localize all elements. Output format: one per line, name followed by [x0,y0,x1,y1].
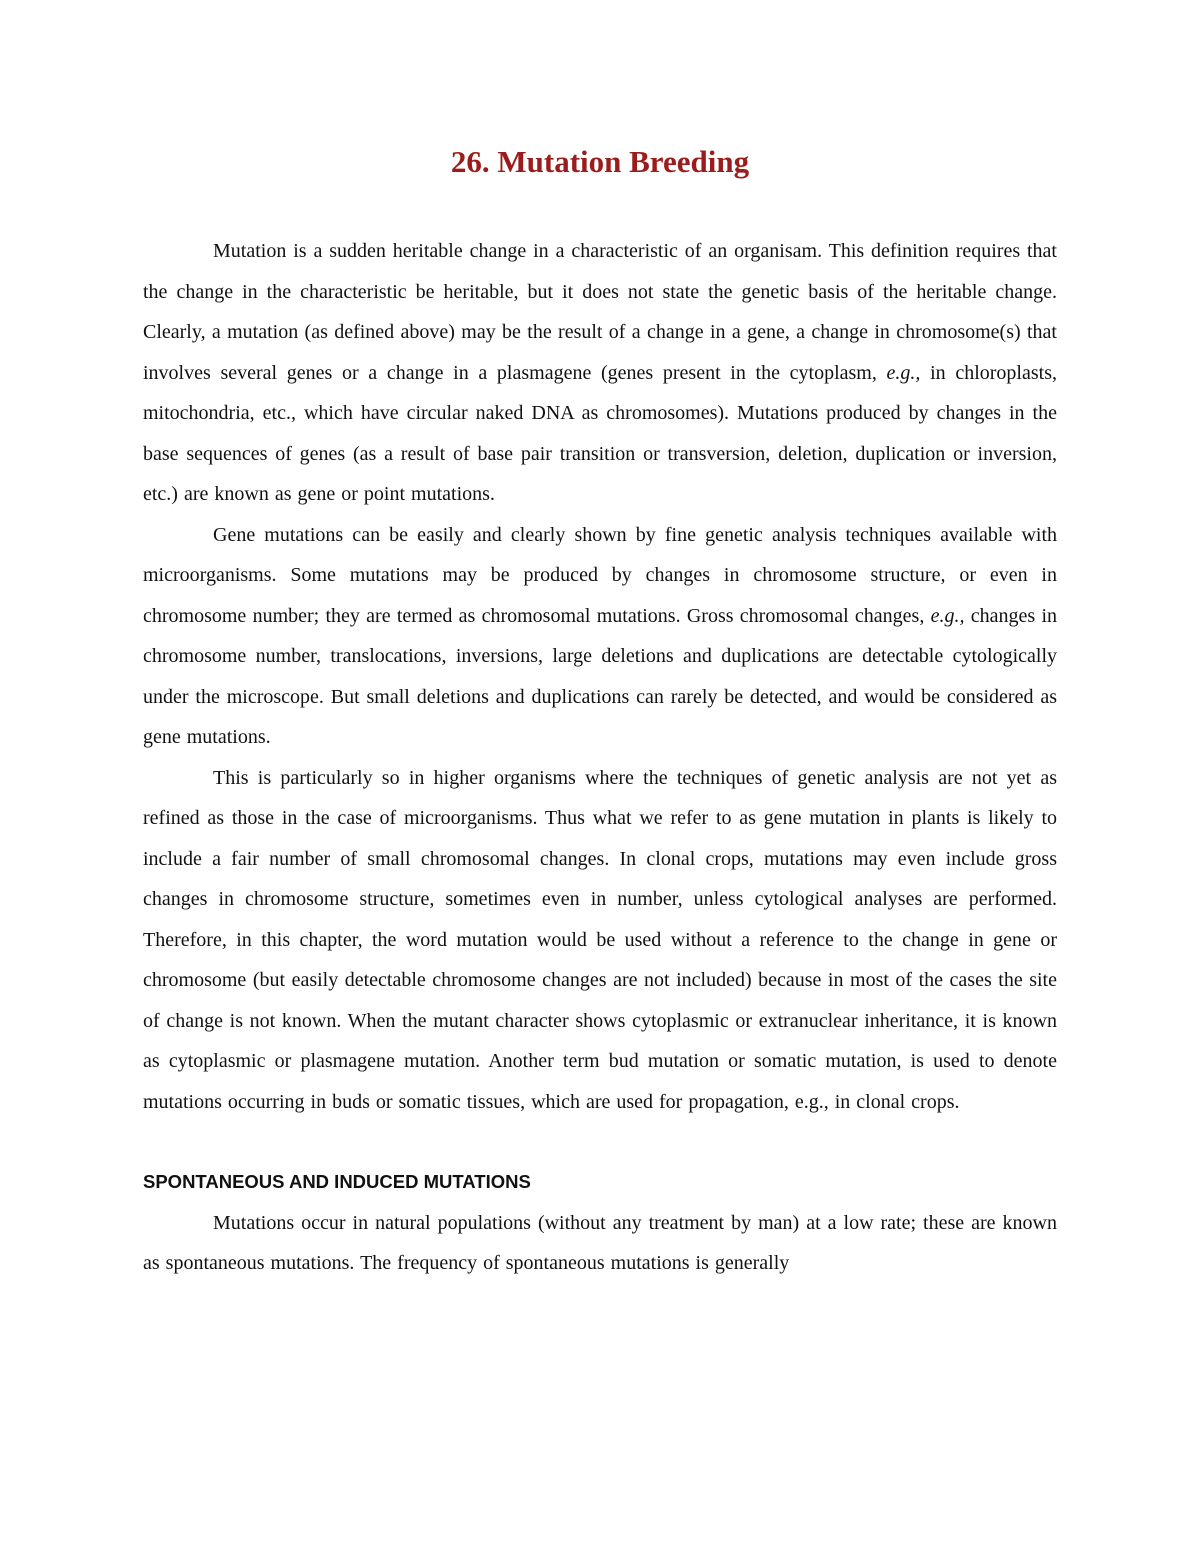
paragraph-2-text-b: changes in chromosome number, translocations, inversions, large deletions and duplications are detectable cytologically under the microscope. But small deletions and duplications can rarely be detected, and would be considered as gene mutations. [143,604,1057,748]
paragraph-2-text-a: Gene mutations can be easily and clearly shown by fine genetic analysis techniques available with microorganisms. Some mutations may be produced by changes in chromosome structure, or even in chromosome number; they are termed as chromosomal mutations. Gross chromosomal changes, [143,523,1057,627]
paragraph-1 [143,231,1057,515]
section-heading: SPONTANEOUS AND INDUCED MUTATIONS [143,1171,531,1192]
paragraph-3: This is particularly so in higher organisms where the techniques of genetic analysis are not yet as refined as those in the case of microorganisms. Thus what we refer to as gene mutation in plants is likely to include a fair number of small chromosomal changes. In clonal crops, mutations may even include gross changes in chromosome structure, sometimes even in number, unless cytological analyses are performed. Therefore, in this chapter, the word mutation would be used without a reference to the change in gene or chromosome (but easily detectable chromosome changes are not included) because in most of the cases the site of change is not known. When the mutant character shows cytoplasmic or extranuclear inheritance, it is known as cytoplasmic or plasmagene mutation. Another term bud mutation or somatic mutation, is used to denote mutations occurring in buds or somatic tissues, which are used for propagation, e.g., in clonal crops. [143,766,1057,1113]
paragraph-1-text-b: in chloroplasts, mitochondria, etc., which have circular naked DNA as chromosomes). Mutations produced by changes in the base sequences of genes (as a result of base pair transition or transversion, deletion, duplication or inversion, etc.) are known as gene or point mutations. [143,361,1057,505]
section-paragraph: Mutations occur in natural populations (without any treatment by man) at a low rate; these are known as spontaneous mutations. The frequency of spontaneous mutations is generally [143,1211,1057,1274]
page-title: 26. Mutation Breeding [450,144,750,179]
paragraph-2 [143,515,1057,758]
paragraph-2-italic-eg: e.g., [930,604,965,627]
paragraph-1-italic-eg: e.g., [886,361,921,384]
paragraph-1-text-a: Mutation is a sudden heritable change in a characteristic of an organisam. This definition requires that the change in the characteristic be heritable, but it does not state the genetic basis of the heritable change. Clearly, a mutation (as defined above) may be the result of a change in a gene, a change in chromosome(s) that involves several genes or a change in a plasmagene (genes present in the cytoplasm, [143,240,1057,384]
document-body [143,231,1057,1284]
